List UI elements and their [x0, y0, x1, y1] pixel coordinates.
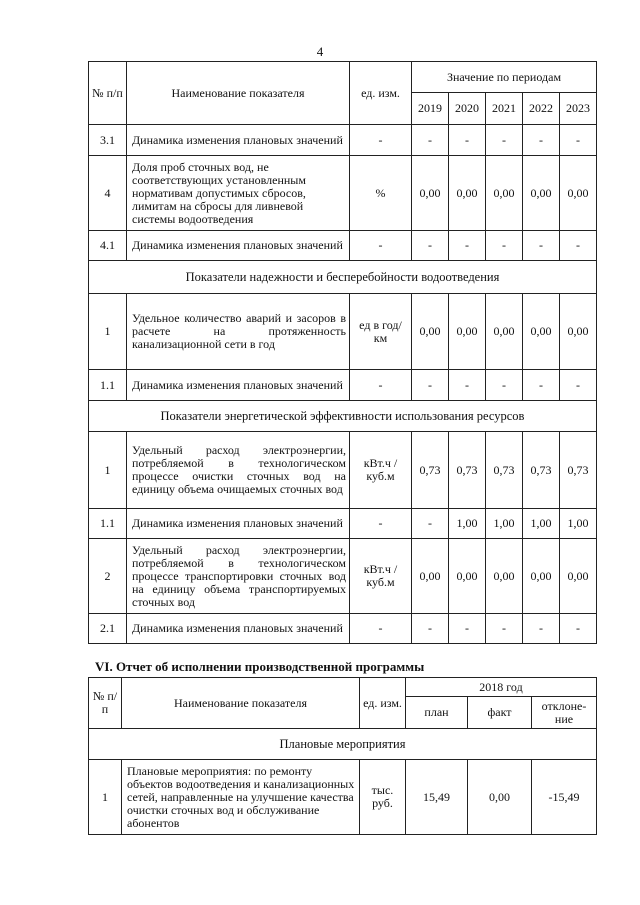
- header-name: Наименование показателя: [122, 678, 360, 729]
- row-value: 0,00: [486, 294, 523, 370]
- row-value: -: [523, 231, 560, 261]
- row-name: Удельный расход электроэнергии, потребляемой в технологическом процессе очистки сточных вод на единицу объема очищаемых сточных вод: [127, 432, 350, 509]
- header-unit: ед. изм.: [350, 62, 412, 125]
- row-value: -: [412, 370, 449, 401]
- row-value: -: [412, 125, 449, 156]
- row-unit: -: [350, 370, 412, 401]
- row-unit: кВт.ч / куб.м: [350, 539, 412, 614]
- row-unit: %: [350, 156, 412, 231]
- table-row: [89, 294, 597, 370]
- page-number: 4: [316, 44, 324, 59]
- row-num: 1: [89, 432, 127, 509]
- row-value: -: [486, 614, 523, 644]
- table-row: [89, 539, 597, 614]
- table-row: [89, 370, 597, 401]
- row-value: -: [412, 509, 449, 539]
- header-fact: факт: [468, 697, 532, 729]
- row-name: Динамика изменения плановых значений: [127, 509, 350, 539]
- table-row: [89, 432, 597, 509]
- row-value: 0,00: [412, 294, 449, 370]
- row-name: Динамика изменения плановых значений: [127, 125, 350, 156]
- header-num: № п/п: [89, 62, 127, 125]
- row-value: -: [449, 370, 486, 401]
- row-deviation: -15,49: [532, 760, 597, 835]
- row-plan: 15,49: [406, 760, 468, 835]
- header-plan: план: [406, 697, 468, 729]
- row-value: 0,73: [412, 432, 449, 509]
- row-value: 1,00: [449, 509, 486, 539]
- row-value: 0,73: [449, 432, 486, 509]
- table-row: [89, 125, 597, 156]
- row-value: -: [449, 231, 486, 261]
- table-row: [89, 509, 597, 539]
- table-row: [89, 156, 597, 231]
- row-value: 0,00: [523, 156, 560, 231]
- row-value: 0,00: [412, 539, 449, 614]
- row-value: -: [486, 370, 523, 401]
- row-value: 1,00: [560, 509, 597, 539]
- header-name: Наименование показателя: [127, 62, 350, 125]
- row-num: 1.1: [89, 509, 127, 539]
- row-value: -: [560, 614, 597, 644]
- row-value: 0,00: [560, 539, 597, 614]
- row-value: -: [560, 125, 597, 156]
- header-year: 2022: [523, 93, 560, 125]
- row-value: -: [523, 370, 560, 401]
- row-value: -: [449, 614, 486, 644]
- row-unit: -: [350, 231, 412, 261]
- row-value: -: [560, 231, 597, 261]
- header-periods: Значение по периодам: [412, 62, 597, 93]
- row-value: 0,00: [449, 294, 486, 370]
- header-year: 2021: [486, 93, 523, 125]
- row-value: 0,00: [449, 156, 486, 231]
- indicators-table: [88, 61, 597, 644]
- row-fact: 0,00: [468, 760, 532, 835]
- row-num: 1: [89, 294, 127, 370]
- table-row: [89, 614, 597, 644]
- row-unit: кВт.ч / куб.м: [350, 432, 412, 509]
- row-num: 4.1: [89, 231, 127, 261]
- row-value: 0,00: [523, 539, 560, 614]
- row-num: 1.1: [89, 370, 127, 401]
- row-name: Удельный расход электроэнергии, потребляемой в технологическом процессе транспортировки сточных вод на единицу объема транспортируемых сточных вод: [127, 539, 350, 614]
- row-num: 1: [89, 760, 122, 835]
- row-value: 0,00: [560, 294, 597, 370]
- row-value: 1,00: [486, 509, 523, 539]
- row-unit: -: [350, 125, 412, 156]
- row-value: 0,00: [449, 539, 486, 614]
- row-unit: -: [350, 509, 412, 539]
- row-unit: тыс. руб.: [360, 760, 406, 835]
- header-year: 2019: [412, 93, 449, 125]
- section-six-title: VI. Отчет об исполнении производственной программы: [95, 659, 425, 674]
- row-value: -: [412, 231, 449, 261]
- row-value: -: [560, 370, 597, 401]
- program-report-table: [88, 677, 597, 835]
- row-unit: -: [350, 614, 412, 644]
- section-header-planned: Плановые мероприятия: [89, 729, 597, 760]
- row-name: Удельное количество аварий и засоров в расчете на протяженность канализационной сети в год: [127, 294, 350, 370]
- header-unit: ед. изм.: [360, 678, 406, 729]
- row-value: 1,00: [523, 509, 560, 539]
- row-value: 0,00: [523, 294, 560, 370]
- table-row: [89, 231, 597, 261]
- row-name: Динамика изменения плановых значений: [127, 231, 350, 261]
- row-value: 0,73: [486, 432, 523, 509]
- row-value: 0,00: [486, 156, 523, 231]
- header-year: 2023: [560, 93, 597, 125]
- row-value: 0,00: [560, 156, 597, 231]
- section-header-energy: Показатели энергетической эффективности использования ресурсов: [89, 401, 597, 432]
- row-value: -: [412, 614, 449, 644]
- row-value: 0,00: [412, 156, 449, 231]
- header-year: 2020: [449, 93, 486, 125]
- row-name: Плановые мероприятия: по ремонту объектов водоотведения и канализационных сетей, направленные на улучшение качества очистки сточных вод и обслуживание абонентов: [122, 760, 360, 835]
- row-value: 0,73: [560, 432, 597, 509]
- row-value: 0,00: [486, 539, 523, 614]
- row-value: -: [486, 125, 523, 156]
- row-num: 2: [89, 539, 127, 614]
- row-value: 0,73: [523, 432, 560, 509]
- row-name: Динамика изменения плановых значений: [127, 370, 350, 401]
- table-row: [89, 760, 597, 835]
- row-name: Доля проб сточных вод, не соответствующих установленным нормативам допустимых сбросов, лимитам на сбросы для ливневой системы водоотведения: [127, 156, 350, 231]
- section-header-reliability: Показатели надежности и бесперебойности водоотведения: [89, 261, 597, 294]
- row-value: -: [486, 231, 523, 261]
- row-num: 2.1: [89, 614, 127, 644]
- row-unit: ед в год/ км: [350, 294, 412, 370]
- row-value: -: [523, 614, 560, 644]
- header-num: № п/п: [89, 678, 122, 729]
- row-value: -: [449, 125, 486, 156]
- row-num: 3.1: [89, 125, 127, 156]
- header-year: 2018 год: [406, 678, 597, 697]
- row-value: -: [523, 125, 560, 156]
- row-name: Динамика изменения плановых значений: [127, 614, 350, 644]
- row-num: 4: [89, 156, 127, 231]
- header-deviation: отклоне-ние: [532, 697, 597, 729]
